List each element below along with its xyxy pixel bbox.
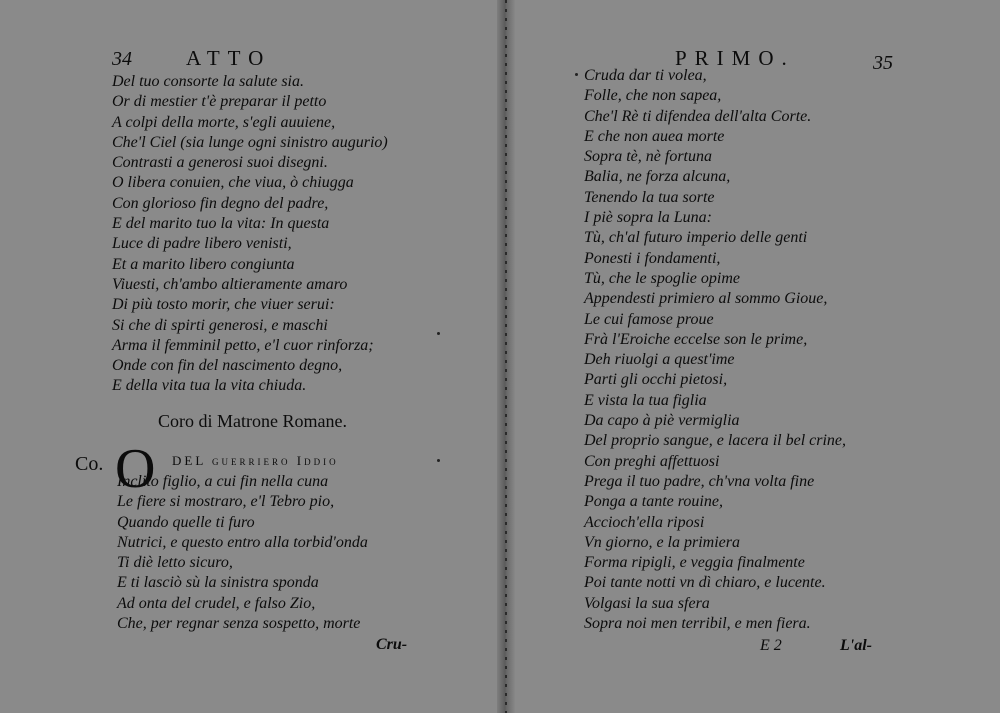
verse-line: Appendesti primiero al sommo Gioue,	[584, 290, 828, 308]
verse-line: Or di mestier t'è preparar il petto	[112, 93, 327, 111]
left-running-head: ATTO	[186, 46, 272, 70]
chorus-line: Ti diè letto sicuro,	[117, 554, 233, 572]
verse-line: Con preghi affettuosi	[584, 452, 720, 470]
speaker-label: Co.	[75, 453, 104, 475]
verse-line: Viuesti, ch'ambo altieramente amaro	[112, 275, 348, 293]
verse-line: Accioch'ella riposi	[584, 513, 705, 531]
verse-line: Sopra noi men terribil, e men fiera.	[584, 615, 811, 633]
chorus-line: E ti lasciò sù la sinistra sponda	[117, 574, 319, 592]
verse-line: I piè sopra la Luna:	[584, 209, 712, 227]
verse-line: Onde con fin del nascimento degno,	[112, 357, 343, 375]
signature-mark: E 2	[760, 637, 782, 654]
verse-line: E che non auea morte	[584, 127, 725, 145]
right-running-head: PRIMO.	[675, 46, 795, 70]
ink-speck	[575, 73, 578, 76]
verse-line: Prega il tuo padre, ch'vna volta fine	[584, 472, 815, 490]
verse-line: Forma ripigli, e veggia finalmente	[584, 554, 805, 572]
verse-line: Si che di spirti generosi, e maschi	[112, 316, 328, 334]
ink-speck	[437, 459, 440, 462]
verse-line: Tù, ch'al futuro imperio delle genti	[584, 229, 808, 247]
verse-line: Poi tante notti vn dì chiaro, e lucente.	[584, 574, 826, 592]
verse-line: Tù, che le spoglie opime	[584, 269, 740, 287]
verse-line: Ponesti i fondamenti,	[584, 249, 721, 267]
chorus-line: Quando quelle ti furo	[117, 513, 255, 531]
verse-line: Balia, ne forza alcuna,	[584, 168, 731, 186]
chorus-first-line-wrap	[172, 451, 339, 471]
verse-line: Contrasti a generosi suoi disegni.	[112, 154, 328, 172]
verse-line: Deh riuolgi a quest'ime	[584, 351, 735, 369]
verse-line: Tenendo la tua sorte	[584, 188, 715, 206]
verse-line: A colpi della morte, s'egli auuiene,	[112, 113, 336, 131]
right-verse-block	[584, 66, 846, 634]
verse-line: Vn giorno, e la primiera	[584, 533, 740, 551]
verse-line: Con glorioso fin degno del padre,	[112, 194, 329, 212]
chorus-line: Nutrici, e questo entro alla torbid'onda	[117, 533, 368, 551]
chorus-verse-block	[117, 472, 368, 634]
chorus-line: Le fiere si mostraro, e'l Tebro pio,	[117, 493, 335, 511]
chorus-heading: Coro di Matrone Romane.	[158, 411, 347, 431]
right-catchword: L'al-	[840, 637, 872, 654]
ink-speck	[437, 332, 440, 335]
chorus-line: Ad onta del crudel, e falso Zio,	[117, 594, 316, 612]
verse-line: Parti gli occhi pietosi,	[584, 371, 728, 389]
verse-line: Frà l'Eroiche eccelse son le prime,	[584, 330, 808, 348]
verse-line: Le cui famose proue	[584, 310, 714, 328]
verse-line: Arma il femminil petto, e'l cuor rinforza;	[112, 336, 374, 354]
verse-line: Volgasi la sua sfera	[584, 594, 710, 612]
left-verse-block	[112, 72, 388, 397]
verse-line: Del proprio sangue, e lacera il bel crine,	[584, 432, 847, 450]
chorus-line: Inclito figlio, a cui fin nella cuna	[117, 473, 329, 490]
drop-cap: O	[115, 438, 156, 500]
right-page-number: 35	[873, 52, 893, 74]
verse-line: Di più tosto morir, che viuer serui:	[112, 296, 335, 314]
left-page-number: 34	[112, 48, 132, 70]
chorus-line: Che, per regnar senza sospetto, morte	[117, 615, 361, 633]
verse-line: O libera conuien, che viua, ò chiugga	[112, 174, 354, 192]
verse-line: E della vita tua la vita chiuda.	[112, 377, 307, 395]
verse-line: Del tuo consorte la salute sia.	[112, 73, 304, 90]
verse-line: Et a marito libero congiunta	[112, 255, 295, 273]
verse-line: Da capo à piè vermiglia	[584, 412, 740, 430]
verse-line: Cruda dar ti volea,	[584, 67, 707, 84]
chorus-first-line: DEL guerriero Iddio	[172, 453, 339, 468]
verse-line: Che'l Rè ti difendea dell'alta Corte.	[584, 107, 812, 125]
verse-line: E vista la tua figlia	[584, 391, 707, 409]
left-catchword: Cru-	[376, 636, 408, 653]
verse-line: Che'l Ciel (sia lunge ogni sinistro augurio)	[112, 133, 388, 151]
binding-thread	[505, 0, 507, 713]
verse-line: Ponga a tante rouine,	[584, 493, 723, 511]
verse-line: E del marito tuo la vita: In questa	[112, 215, 330, 233]
verse-line: Sopra tè, nè fortuna	[584, 148, 712, 166]
verse-line: Luce di padre libero venisti,	[112, 235, 292, 253]
verse-line: Folle, che non sapea,	[584, 87, 722, 105]
